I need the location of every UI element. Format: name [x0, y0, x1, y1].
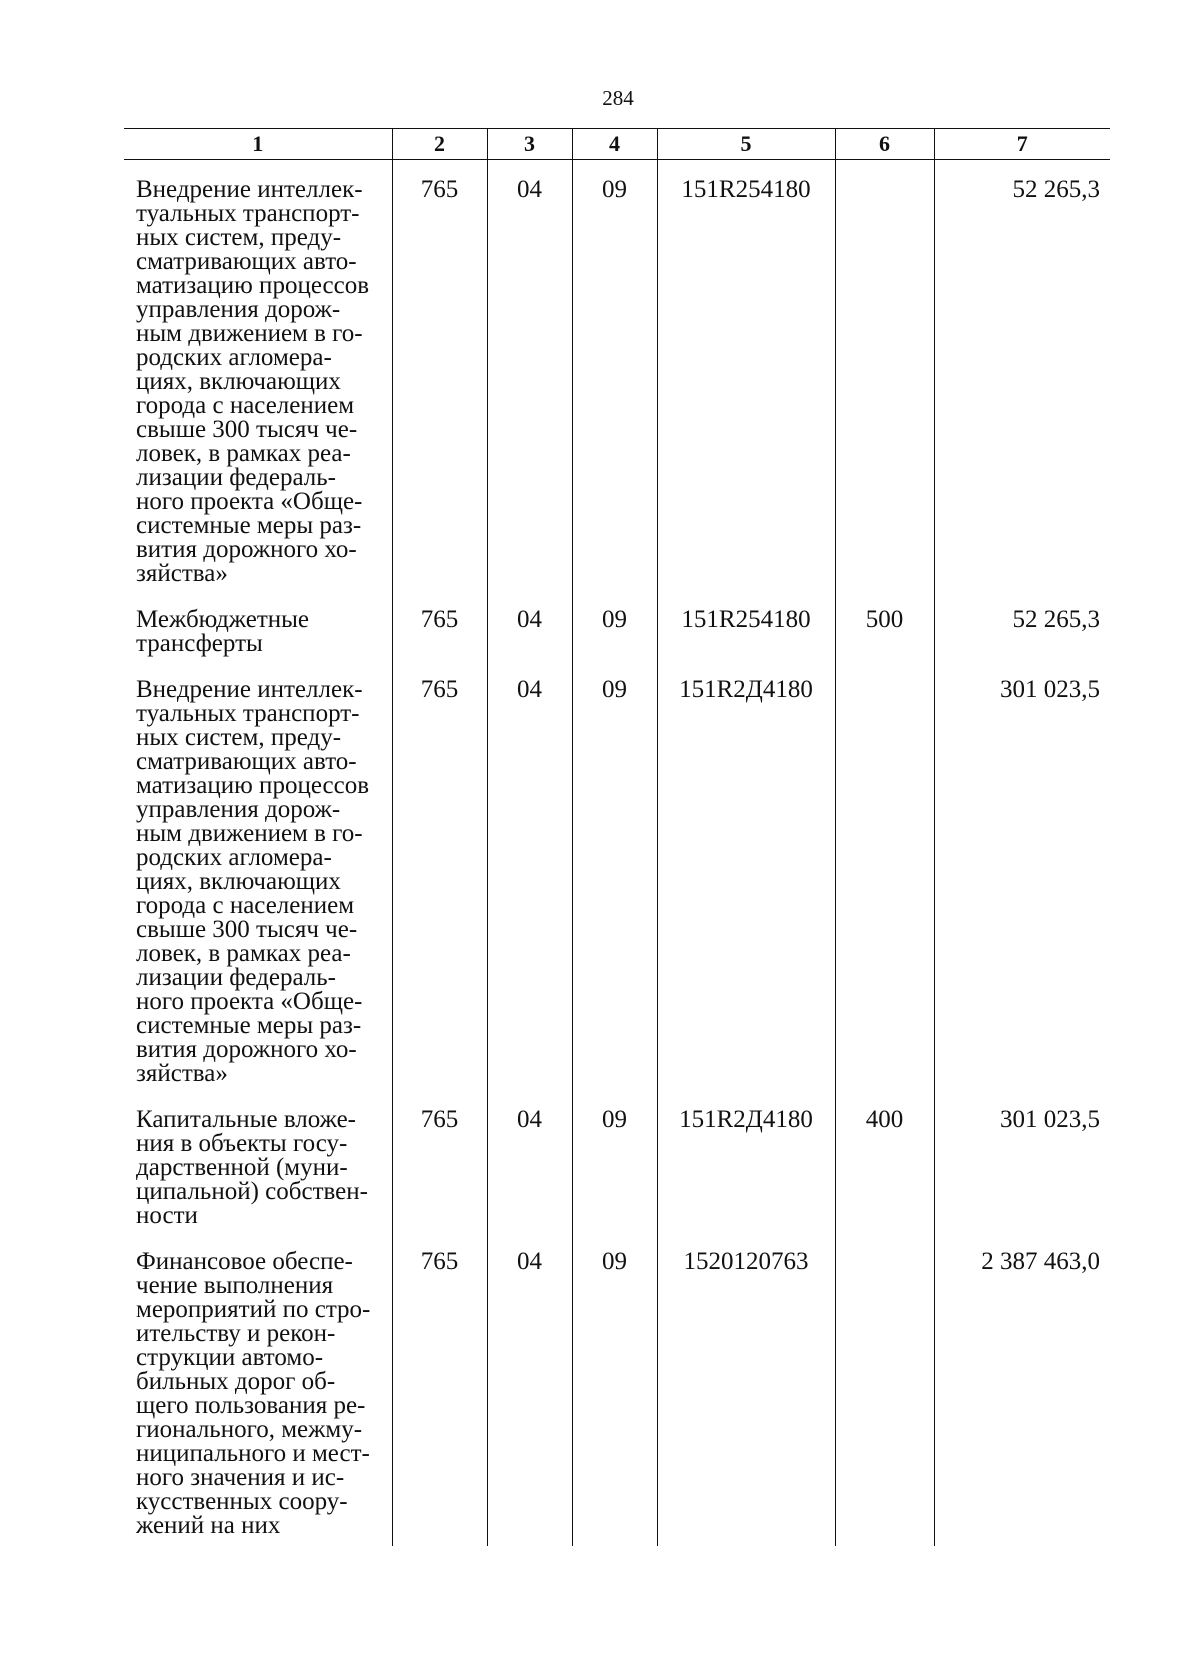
- row-code-4: 09: [572, 678, 657, 1108]
- row-code-2: 765: [392, 1250, 487, 1546]
- column-header-6: 6: [835, 129, 934, 160]
- row-code-6: 500: [835, 608, 934, 678]
- row-code-3: 04: [487, 178, 572, 608]
- row-code-3: 04: [487, 608, 572, 678]
- row-code-5: 151R2Д4180: [657, 678, 835, 1108]
- table-row: [124, 678, 1110, 1108]
- row-code-2: 765: [392, 1108, 487, 1250]
- row-code-6: 400: [835, 1108, 934, 1250]
- row-amount: 301 023,5: [934, 678, 1110, 1108]
- row-code-5: 151R254180: [657, 608, 835, 678]
- row-amount: 52 265,3: [934, 178, 1110, 608]
- row-description: Капитальные вложе- ния в объекты госу- дарственной (муни- ципальной) собствен- ности: [136, 1106, 368, 1229]
- row-amount: 301 023,5: [934, 1108, 1110, 1250]
- row-code-4: 09: [572, 1250, 657, 1546]
- column-header-1: 1: [124, 129, 392, 160]
- table-row: [124, 1108, 1110, 1250]
- row-description: Внедрение интеллек- туальных транспорт- ных систем, преду- сматривающих авто- матизацию процессов управления дорож- ным движением в го- родских агломера- циях, включающих города с населением свыше 300 тысяч че- ловек, в рамках реа- лизации федераль- ного проекта «Обще- системные меры раз- вития дорожного хо- зяйства»: [136, 176, 370, 587]
- row-code-4: 09: [572, 608, 657, 678]
- table-row: [124, 608, 1110, 678]
- table-row: [124, 178, 1110, 608]
- row-code-3: 04: [487, 678, 572, 1108]
- column-header-5: 5: [657, 129, 835, 160]
- row-code-6: [835, 678, 934, 1108]
- row-amount: 2 387 463,0: [934, 1250, 1110, 1546]
- row-code-4: 09: [572, 178, 657, 608]
- row-code-6: [835, 178, 934, 608]
- column-header-2: 2: [392, 129, 487, 160]
- row-code-2: 765: [392, 678, 487, 1108]
- row-code-3: 04: [487, 1108, 572, 1250]
- row-description: Финансовое обеспе- чение выполнения мероприятий по стро- ительству и рекон- струкции автомо- бильных дорог об- щего пользования ре- гионального, межму- ниципального и мест- ного значения и ис- кусственных соору- жений на них: [136, 1248, 371, 1539]
- row-code-6: [835, 1250, 934, 1546]
- budget-table: [124, 128, 1110, 1546]
- column-header-7: 7: [934, 129, 1110, 160]
- row-code-5: 151R254180: [657, 178, 835, 608]
- row-code-5: 151R2Д4180: [657, 1108, 835, 1250]
- row-description: Внедрение интеллек- туальных транспорт- ных систем, преду- сматривающих авто- матизацию процессов управления дорож- ным движением в го- родских агломера- циях, включающих города с населением свыше 300 тысяч че- ловек, в рамках реа- лизации федераль- ного проекта «Обще- системные меры раз- вития дорожного хо- зяйства»: [136, 676, 370, 1087]
- row-code-2: 765: [392, 608, 487, 678]
- column-header-4: 4: [572, 129, 657, 160]
- row-code-5: 1520120763: [657, 1250, 835, 1546]
- row-code-2: 765: [392, 178, 487, 608]
- table-row: [124, 1250, 1110, 1546]
- column-header-3: 3: [487, 129, 572, 160]
- row-code-4: 09: [572, 1108, 657, 1250]
- row-description: Межбюджетные трансферты: [136, 606, 310, 657]
- row-amount: 52 265,3: [934, 608, 1110, 678]
- table-header-row: [124, 129, 1110, 160]
- row-code-3: 04: [487, 1250, 572, 1546]
- page-number: 284: [602, 86, 634, 110]
